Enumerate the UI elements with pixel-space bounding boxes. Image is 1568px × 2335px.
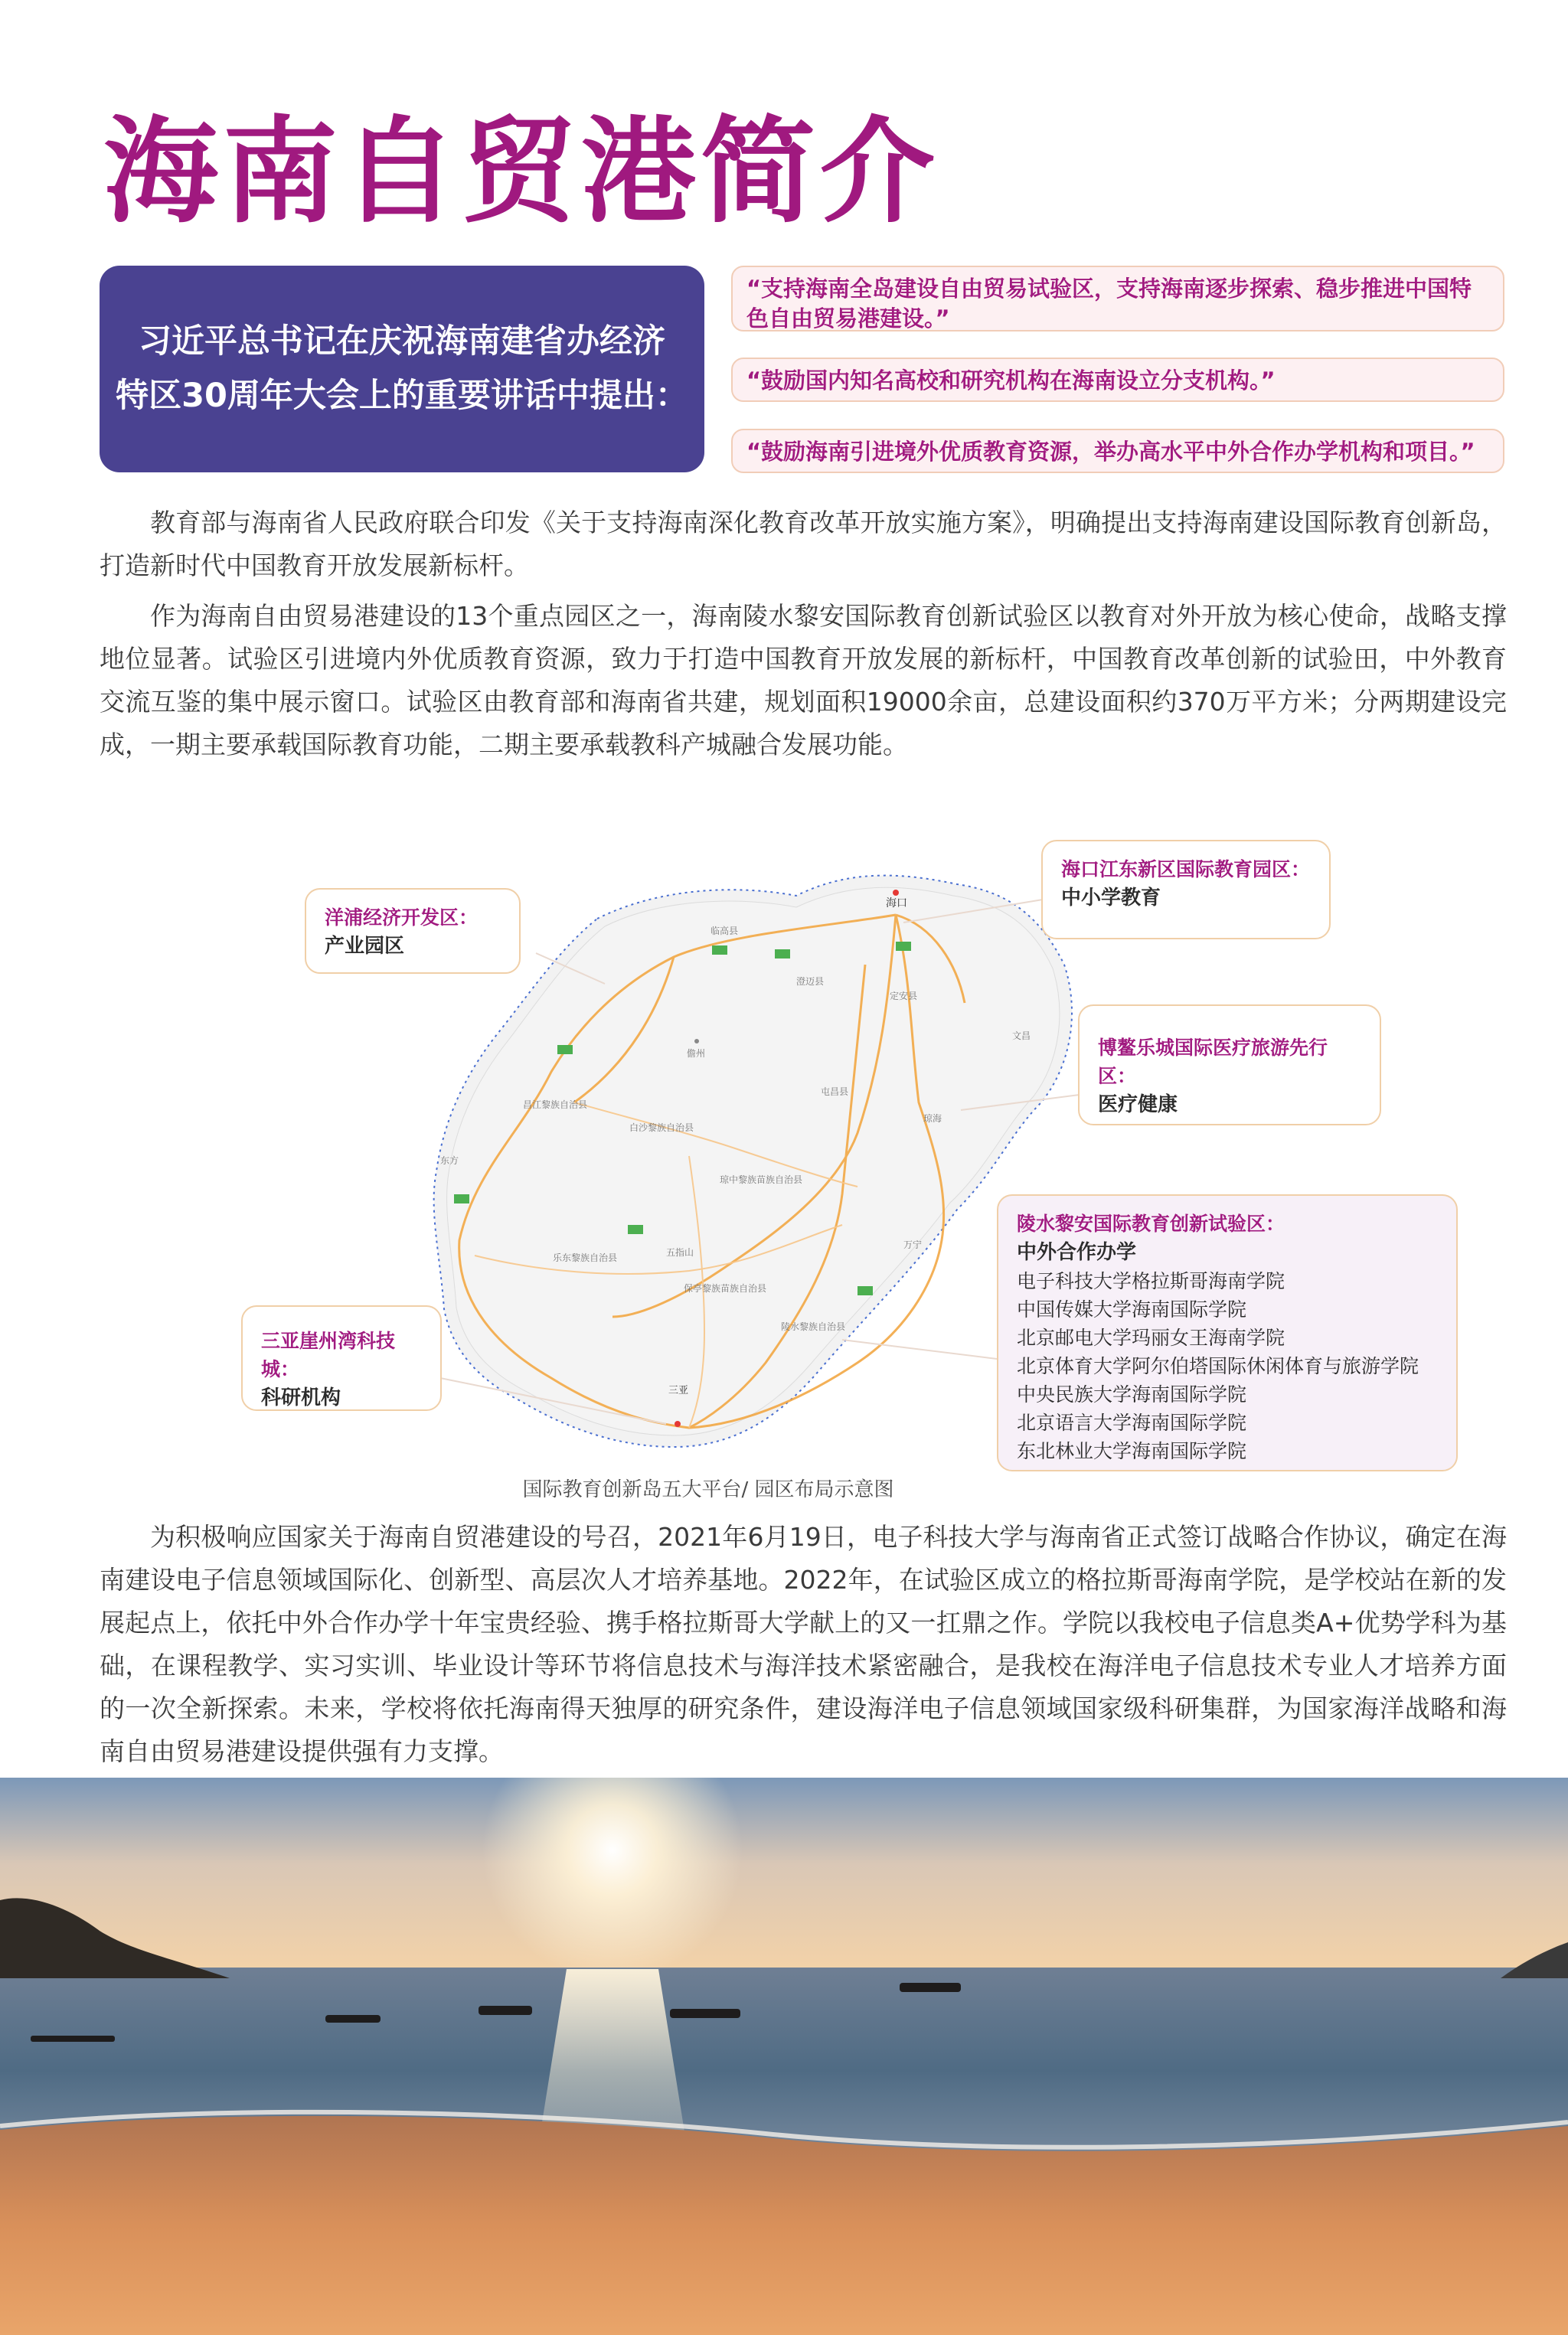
- college-item: 中国传媒大学海南国际学院: [1017, 1298, 1247, 1321]
- place-qiongzhong: 琼中黎族苗族自治县: [720, 1174, 803, 1185]
- college-item: 东北林业大学海南国际学院: [1017, 1440, 1247, 1463]
- place-baisha: 白沙黎族自治县: [629, 1122, 694, 1133]
- place-danzhou: 儋州: [687, 1048, 706, 1059]
- speech-line-1: 习近平总书记在庆祝海南建省办经济: [139, 322, 665, 361]
- map-caption: 国际教育创新岛五大平台/ 园区布局示意图: [522, 1478, 894, 1501]
- college-item: 北京语言大学海南国际学院: [1017, 1412, 1247, 1435]
- paragraph-2: 作为海南自由贸易港建设的13个重点园区之一，海南陵水黎安国际教育创新试验区以教育对外开放为核心使命，战略支撑地位显著。试验区引进境内外优质教育资源，致力于打造中国教育开放发展的新标杆，中国教育改革创新的试验田，中外教育交流互鉴的集中展示窗口。试验区由教育部和海南省共建，规划面积19000余亩，总建设面积约370万平方米；分两期建设完成，一期主要承载国际教育功能，二期主要承载教科产城融合发展功能。: [100, 601, 1507, 759]
- place-dongfang: 东方: [440, 1155, 459, 1166]
- place-dingan: 定安县: [890, 991, 918, 1001]
- callout-lingshui-sub: 中外合作办学: [1017, 1241, 1137, 1264]
- sanya-marker: [675, 1421, 681, 1427]
- page-title: 海南自贸港简介: [103, 106, 940, 239]
- place-baoting: 保亭黎族苗族自治县: [684, 1283, 767, 1294]
- callout-yangpu: [305, 888, 521, 974]
- place-wuzhishan: 五指山: [666, 1247, 694, 1258]
- speech-line-2: 特区30周年大会上的重要讲话中提出：: [116, 377, 688, 415]
- callout-lingshui-title: 陵水黎安国际教育创新试验区：: [1017, 1213, 1285, 1235]
- paragraph-1: 教育部与海南省人民政府联合印发《关于支持海南深化教育改革开放实施方案》，明确提出支持海南建设国际教育创新岛，打造新时代中国教育开放发展新标杆。: [100, 508, 1507, 580]
- college-item: 电子科技大学格拉斯哥海南学院: [1017, 1270, 1285, 1293]
- hainan-map-figure: [0, 812, 1568, 1478]
- place-changjiang: 昌江黎族自治县: [523, 1099, 588, 1110]
- college-item: 北京邮电大学玛丽女王海南学院: [1017, 1327, 1285, 1350]
- college-item: 中央民族大学海南国际学院: [1017, 1383, 1247, 1406]
- speech-heading-box: [100, 266, 704, 472]
- callout-lingshui: [997, 1194, 1458, 1471]
- sunset-beach-photo: [0, 1778, 1568, 2335]
- quote-1: “支持海南全岛建设自由贸易试验区，支持海南逐步探索、稳步推进中国特色自由贸易港建设。”: [731, 266, 1504, 331]
- quote-2: “鼓励国内知名高校和研究机构在海南设立分支机构。”: [731, 358, 1504, 402]
- callout-haikou-title: 海口江东新区国际教育园区：: [1061, 858, 1311, 880]
- callout-haikou: [1041, 840, 1331, 939]
- college-item: 北京体育大学阿尔伯塔国际休闲体育与旅游学院: [1017, 1355, 1419, 1378]
- danzhou-marker: [694, 1039, 699, 1043]
- callout-boao-title: 博鳌乐城国际医疗旅游先行区：: [1098, 1037, 1328, 1087]
- callout-sanya-title: 三亚崖州湾科技城：: [261, 1330, 396, 1380]
- place-lingshui: 陵水黎族自治县: [781, 1321, 846, 1332]
- place-lingao: 临高县: [710, 926, 739, 936]
- place-tunchang: 屯昌县: [821, 1086, 849, 1097]
- place-ledong: 乐东黎族自治县: [553, 1252, 618, 1263]
- callout-haikou-sub: 中小学教育: [1061, 887, 1161, 910]
- place-qionghai: 琼海: [923, 1113, 942, 1124]
- callout-sanya-sub: 科研机构: [261, 1386, 341, 1409]
- callout-sanya: [241, 1305, 442, 1411]
- haikou-marker: [893, 890, 899, 896]
- place-sanya: 三亚: [668, 1385, 689, 1396]
- place-wanning: 万宁: [903, 1239, 923, 1250]
- place-wenchang: 文昌: [1012, 1030, 1031, 1041]
- paragraph-3: 为积极响应国家关于海南自贸港建设的号召，2021年6月19日，电子科技大学与海南省正式签订战略合作协议，确定在海南建设电子信息领域国际化、创新型、高层次人才培养基地。2022年，在试验区成立的格拉斯哥海南学院，是学校站在新的发展起点上，依托中外合作办学十年宝贵经验、携手格拉斯哥大学献上的又一扛鼎之作。学院以我校电子信息类A+优势学科为基础，在课程教学、实习实训、毕业设计等环节将信息技术与海洋技术紧密融合，是我校在海洋电子信息技术专业人才培养方面的一次全新探索。未来，学校将依托海南得天独厚的研究条件，建设海洋电子信息领域国家级科研集群，为国家海洋战略和海南自由贸易港建设提供强有力支撑。: [100, 1522, 1507, 1766]
- quote-3: “鼓励海南引进境外优质教育资源，举办高水平中外合作办学机构和项目。”: [731, 429, 1504, 473]
- callout-boao-sub: 医疗健康: [1098, 1093, 1178, 1116]
- callout-boao: [1078, 1004, 1381, 1125]
- place-haikou: 海口: [886, 897, 907, 910]
- callout-yangpu-sub: 产业园区: [325, 935, 405, 958]
- callout-yangpu-title: 洋浦经济开发区：: [325, 906, 479, 929]
- place-chengmai: 澄迈县: [796, 976, 825, 987]
